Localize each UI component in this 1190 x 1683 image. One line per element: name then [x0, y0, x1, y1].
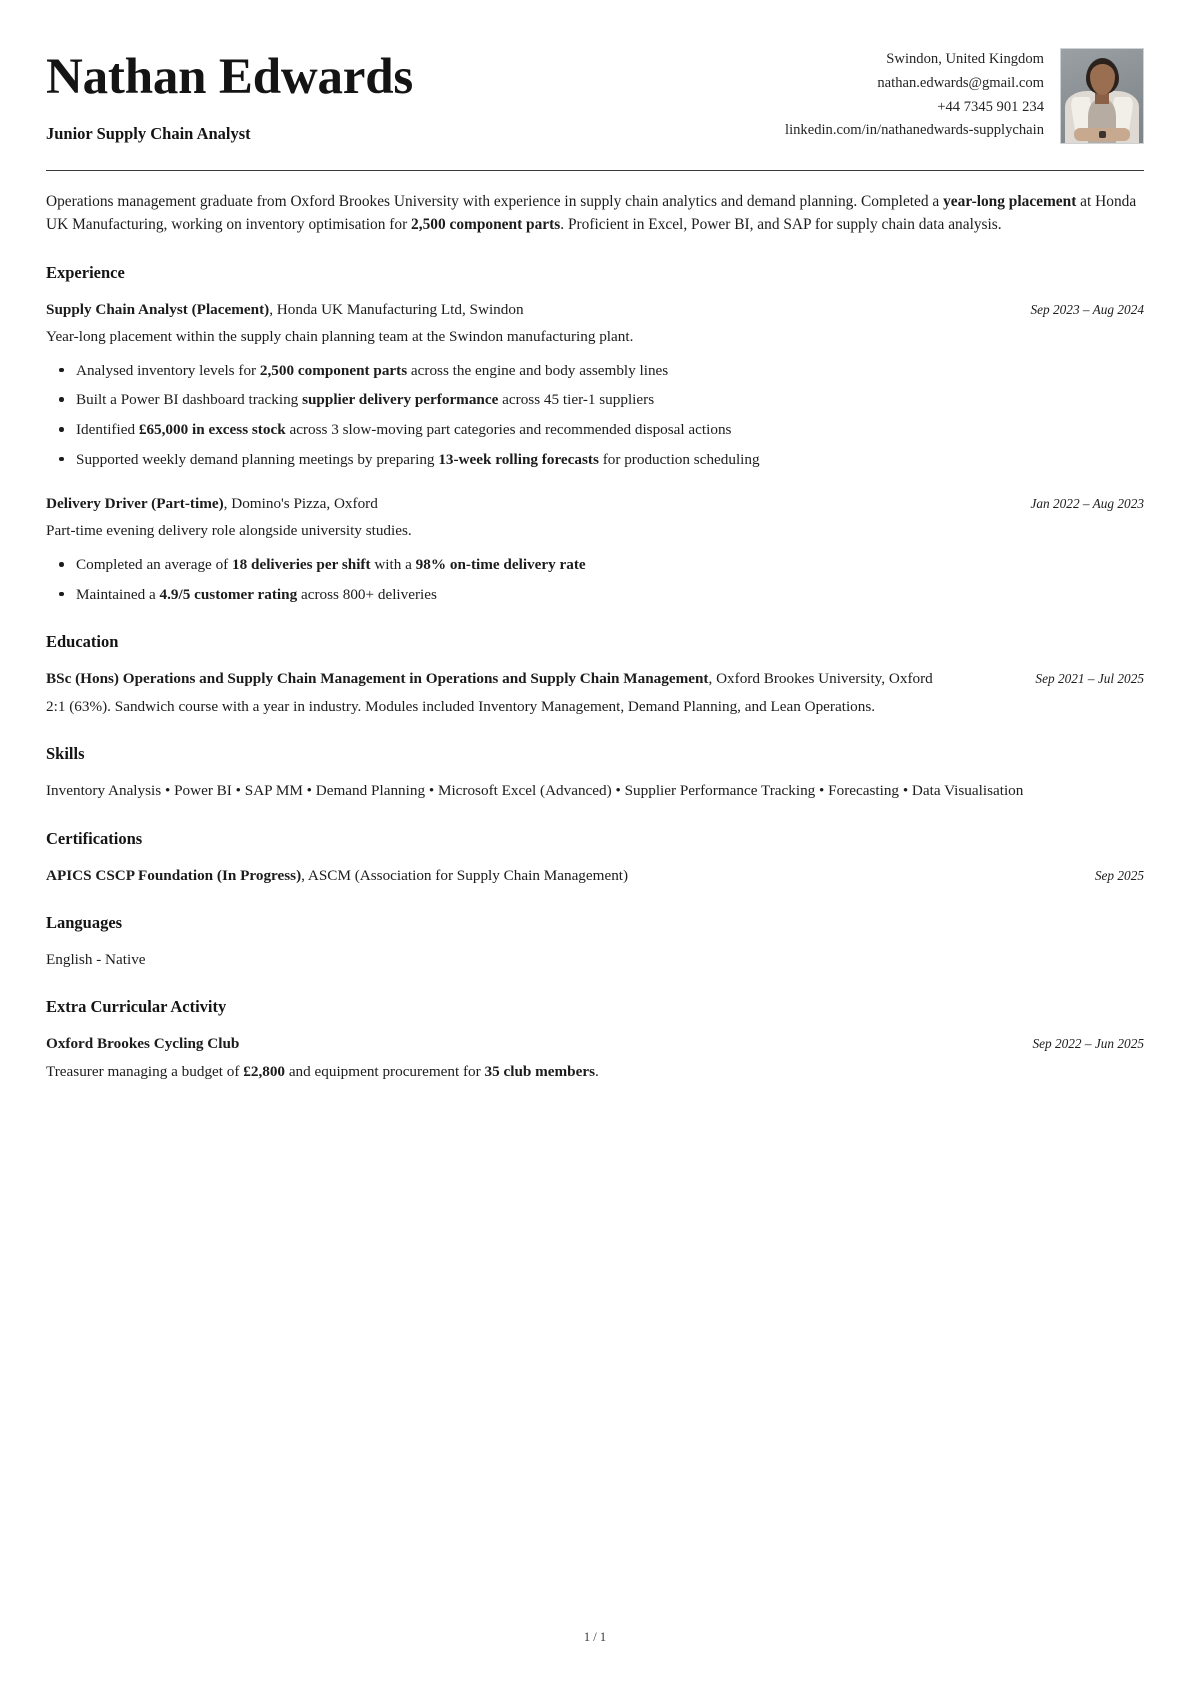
activity-name: Oxford Brookes Cycling Club — [46, 1035, 240, 1053]
education-entry — [46, 668, 1144, 718]
section-title-extra-curricular: Extra Curricular Activity — [46, 997, 227, 1017]
activity-description — [46, 1061, 1144, 1084]
bullet-text-c: across 3 slow-moving part categories and recommended disposal actions — [285, 421, 732, 439]
page-footer: 1 / 1 — [583, 1630, 607, 1644]
bullet-text-a: Built a Power BI dashboard tracking — [76, 391, 303, 409]
experience-entry — [46, 299, 1144, 471]
list-item — [76, 583, 1144, 607]
degree-name: BSc (Hons) Operations and Supply Chain Management in Operations and Supply Chain Management — [46, 670, 709, 688]
bullet-text-c: across the engine and body assembly lines — [407, 361, 669, 379]
bullet-text-c: for production scheduling — [598, 450, 760, 468]
bullet-text-c: across 800+ deliveries — [297, 585, 437, 603]
bullet-text-b: 18 deliveries per shift — [232, 556, 371, 574]
header-divider — [46, 170, 1144, 171]
entry-description: Part-time evening delivery role alongside university studies. — [46, 522, 412, 540]
section-title-languages: Languages — [46, 912, 123, 932]
bullet-text-b2: 98% on-time delivery rate — [415, 556, 586, 574]
entry-date: Sep 2022 – Jun 2025 — [1032, 1036, 1144, 1052]
certification-entry — [46, 865, 1144, 886]
entry-date: Sep 2021 – Jul 2025 — [1035, 671, 1144, 687]
entry-title — [46, 299, 524, 320]
bullet-text-b: 2,500 component parts — [259, 361, 408, 379]
entry-title — [46, 1033, 239, 1054]
entry-head — [46, 493, 1144, 514]
avatar — [1060, 48, 1144, 144]
list-item — [76, 388, 1144, 412]
section-title-education: Education — [46, 632, 119, 652]
bullet-text-b: 13-week rolling forecasts — [438, 450, 599, 468]
entry-description: Year-long placement within the supply chain planning team at the Swindon manufacturing plant. — [46, 328, 634, 346]
bullet-text-a: Analysed inventory levels for — [76, 361, 260, 379]
entry-date: Sep 2023 – Aug 2024 — [1030, 301, 1144, 317]
certification-name: APICS CSCP Foundation (In Progress) — [46, 867, 302, 885]
entry-date: Jan 2022 – Aug 2023 — [1030, 496, 1144, 512]
entry-head — [46, 1033, 1144, 1054]
activity-text-3: . — [595, 1062, 599, 1080]
list-item — [76, 418, 1144, 442]
entry-company: , Domino's Pizza, Oxford — [223, 495, 378, 513]
entry-head — [46, 668, 1144, 689]
entry-title — [46, 865, 628, 886]
entry-head — [46, 299, 1144, 320]
entry-bullet-list — [46, 359, 1144, 471]
languages-list: English - Native — [46, 950, 146, 968]
summary-part-1: Operations management graduate from Oxford Brookes University with experience in supply chain analytics and demand planning. Completed a — [46, 193, 944, 210]
list-item — [76, 359, 1144, 383]
list-item — [76, 553, 1144, 577]
resume-header — [46, 44, 1144, 144]
section-skills — [46, 744, 1144, 803]
summary-part-3: . Proficient in Excel, Power BI, and SAP for supply chain data analysis. — [560, 216, 1002, 234]
section-experience — [46, 263, 1144, 607]
section-certifications — [46, 829, 1144, 886]
bullet-text-a: Completed an average of — [76, 556, 233, 574]
bullet-text-b: supplier delivery performance — [302, 391, 499, 409]
contact-block — [785, 48, 1044, 143]
page-title: Nathan Edwards — [46, 49, 414, 105]
contact-phone[interactable]: +44 7345 901 234 — [937, 98, 1044, 115]
identity-block — [46, 44, 413, 144]
entry-company: , Honda UK Manufacturing Ltd, Swindon — [269, 300, 524, 318]
summary-part-2: at Honda UK Manufacturing, working on inventory optimisation for — [46, 193, 1137, 234]
entry-date: Sep 2025 — [1094, 868, 1144, 884]
summary-bold-2: 2,500 component parts — [411, 216, 561, 234]
institution-name: , Oxford Brookes University, Oxford — [708, 670, 933, 688]
section-education — [46, 632, 1144, 718]
activity-text-1: Treasurer managing a budget of — [46, 1062, 244, 1080]
contact-linkedin[interactable]: linkedin.com/in/nathanedwards-supplychain — [785, 122, 1044, 139]
entry-head — [46, 865, 1144, 886]
entry-title — [46, 668, 933, 689]
skills-list: Inventory Analysis • Power BI • SAP MM • Demand Planning • Microsoft Excel (Advanced) • Supplier Performance Tracking • Forecasting • Data Visualisation — [46, 782, 1024, 800]
section-title-certifications: Certifications — [46, 829, 143, 849]
contact-location: Swindon, United Kingdom — [886, 51, 1044, 67]
header-right — [785, 44, 1144, 144]
activity-bold-2: 35 club members — [484, 1062, 596, 1080]
activity-bold-1: £2,800 — [243, 1062, 286, 1080]
certification-issuer: , ASCM (Association for Supply Chain Management) — [301, 867, 629, 885]
bullet-text-b: £65,000 in excess stock — [138, 421, 286, 439]
bullet-text-c: across 45 tier-1 suppliers — [498, 391, 655, 409]
entry-title — [46, 493, 378, 514]
bullet-text-b: 4.9/5 customer rating — [159, 585, 298, 603]
entry-role: Supply Chain Analyst (Placement) — [46, 300, 270, 318]
bullet-text-a: Identified — [76, 421, 139, 439]
extra-curricular-entry — [46, 1033, 1144, 1083]
section-extra-curricular — [46, 997, 1144, 1083]
section-languages — [46, 913, 1144, 972]
summary-paragraph — [46, 190, 1144, 237]
bullet-text-a: Maintained a — [76, 585, 160, 603]
bullet-text-c: with a — [370, 556, 416, 574]
entry-role: Delivery Driver (Part-time) — [46, 495, 224, 513]
contact-email[interactable]: nathan.edwards@gmail.com — [877, 74, 1044, 91]
summary-bold-1: year-long placement — [943, 193, 1077, 210]
section-title-experience: Experience — [46, 262, 125, 282]
job-headline: Junior Supply Chain Analyst — [46, 124, 251, 143]
experience-entry — [46, 493, 1144, 606]
bullet-text-a: Supported weekly demand planning meetings by preparing — [76, 450, 439, 468]
activity-text-2: and equipment procurement for — [285, 1062, 485, 1080]
education-detail: 2:1 (63%). Sandwich course with a year in industry. Modules included Inventory Management, Demand Planning, and Lean Operations. — [46, 697, 876, 715]
section-title-skills: Skills — [46, 744, 85, 764]
list-item — [76, 448, 1144, 472]
entry-bullet-list — [46, 553, 1144, 606]
